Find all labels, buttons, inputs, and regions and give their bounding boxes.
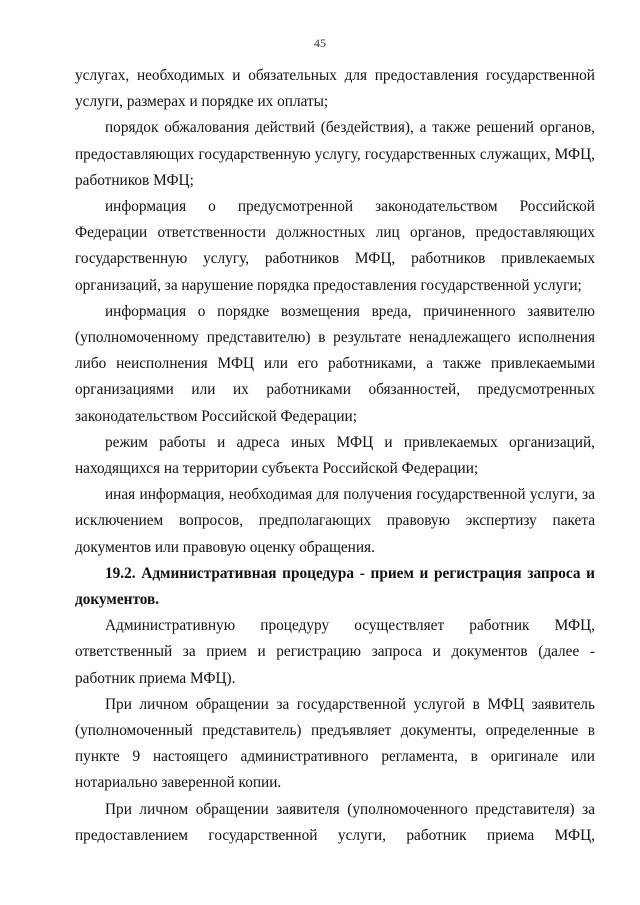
page-number: 45 [314, 36, 326, 50]
section-heading: 19.2. Административная процедура - прием и регистрация запроса и документов. [75, 564, 595, 609]
paragraph-work-schedule: режим работы и адреса иных МФЦ и привлекаемых организаций, находящихся на территории субъекта Российской Федерации; [75, 433, 595, 478]
paragraph-personal-appeal: При личном обращении за государственной услугой в МФЦ заявитель (уполномоченный представитель) предъявляет документы, определенные в пункте 9 настоящего административного регламента, в оригинале или нотариально заверенной копии. [75, 695, 595, 792]
paragraph-damage-compensation: информация о порядке возмещения вреда, причиненного заявителю (уполномоченному представителю) в результате ненадлежащего исполнения либо неисполнения МФЦ или его работниками, а также привлекаемыми организациями или их работниками обязанностей, предусмотренных законодательством Российской Федерации; [75, 302, 595, 425]
paragraph-appeal-procedure: порядок обжалования действий (бездействия), а также решений органов, предоставляющих государственную услугу, государственных служащих, МФЦ, работников МФЦ; [75, 119, 595, 189]
paragraph-continuation: услугах, необходимых и обязательных для предоставления государственной услуги, размерах и порядке их оплаты; [75, 67, 595, 111]
paragraph-liability-info: информация о предусмотренной законодательством Российской Федерации ответственности должностных лиц органов, предоставляющих государственную услугу, работников МФЦ, работников привлекаемых организаций, за нарушение порядка предоставления государственной услуги; [75, 198, 595, 294]
paragraph-personal-appeal-applicant: При личном обращении заявителя (уполномоченного представителя) за предоставлением государственной услуги, работник приема МФЦ, [75, 800, 595, 844]
paragraph-other-info: иная информация, необходимая для получения государственной услуги, за исключением вопросов, предполагающих правовую экспертизу пакета документов или правовую оценку обращения. [75, 486, 595, 556]
page-content [75, 63, 595, 849]
paragraph-procedure-executor: Административную процедуру осуществляет работник МФЦ, ответственный за прием и регистрацию запроса и документов (далее - работник приема МФЦ). [75, 617, 595, 687]
